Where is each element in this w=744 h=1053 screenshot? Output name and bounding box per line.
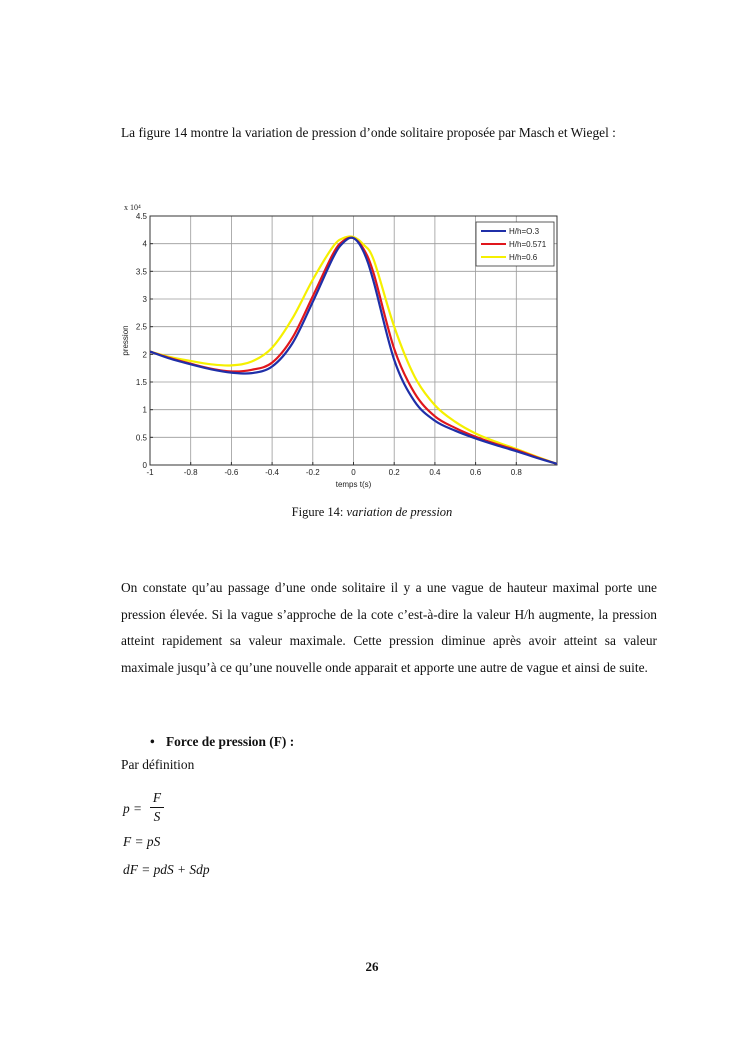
bullet-icon: • [150, 734, 155, 749]
equation-pressure [123, 790, 203, 830]
y-tick-label: 1.5 [135, 378, 147, 387]
x-tick-label: -0.4 [265, 468, 279, 477]
x-axis-label: temps t(s) [335, 480, 372, 489]
page-number: 26 [365, 959, 379, 974]
y-tick-label: 2 [142, 350, 147, 360]
x-tick-label: 0.4 [429, 468, 441, 477]
y-tick-label: 4 [142, 239, 147, 249]
x-tick-label: 0.6 [470, 468, 482, 477]
caption-prefix: Figure 14: [291, 505, 347, 519]
section-heading [150, 734, 294, 750]
y-scale-label: x 10⁴ [124, 203, 141, 212]
x-tick-label: -1 [146, 468, 154, 477]
equation-lhs: p = [123, 801, 143, 816]
fraction-bar [150, 807, 164, 808]
y-tick-label: 3.5 [135, 267, 147, 277]
equation-fraction [150, 790, 164, 825]
legend-entry-1: H/h=O.3 [509, 227, 540, 236]
equation-force: F = pS [123, 834, 161, 849]
pressure-chart [118, 198, 564, 498]
y-tick-label: 2.5 [135, 322, 147, 332]
y-tick-label: 4.5 [135, 212, 147, 221]
equation-differential: dF = pdS + Sdp [123, 862, 210, 877]
intro-paragraph: La figure 14 montre la variation de pression d’onde solitaire proposée par Masch et Wiegel : [121, 125, 616, 140]
fraction-numerator: F [152, 790, 162, 805]
y-tick-label: 1 [142, 405, 147, 415]
definition-label: Par définition [121, 757, 195, 772]
fraction-denominator: S [153, 809, 161, 824]
section-heading-text: Force de pression (F) : [166, 734, 295, 749]
pressure-figure [118, 198, 564, 498]
figure-caption [0, 505, 744, 520]
caption-title: variation de pression [346, 505, 453, 519]
y-tick-label: 0 [142, 461, 147, 470]
y-axis-label: pression [121, 325, 130, 356]
x-tick-label: -0.6 [224, 468, 239, 477]
x-tick-label: -0.8 [183, 468, 198, 477]
y-tick-label: 3 [142, 295, 147, 304]
x-tick-label: -0.2 [305, 468, 320, 477]
x-tick-label: 0 [351, 468, 356, 477]
x-tick-label: 0.8 [510, 468, 522, 477]
x-tick-label: 0.2 [388, 468, 400, 477]
observation-paragraph: On constate qu’au passage d’une onde solitaire il y a une vague de hauteur maximal porte une pression élevée. Si la vague s’approche de la cote c’est-à-dire la valeur H/h augmente, la pression atteint rapidement sa valeur maximale. Cette pression diminue après avoir atteint sa valeur maximale jusqu’à ce qu’une nouvelle onde apparait et apporte une autre de vague et ainsi de suite. [121, 580, 657, 675]
legend-entry-3: H/h=0.6 [509, 253, 538, 262]
legend-entry-2: H/h=0.571 [509, 240, 547, 249]
y-tick-label: 0.5 [135, 433, 147, 443]
